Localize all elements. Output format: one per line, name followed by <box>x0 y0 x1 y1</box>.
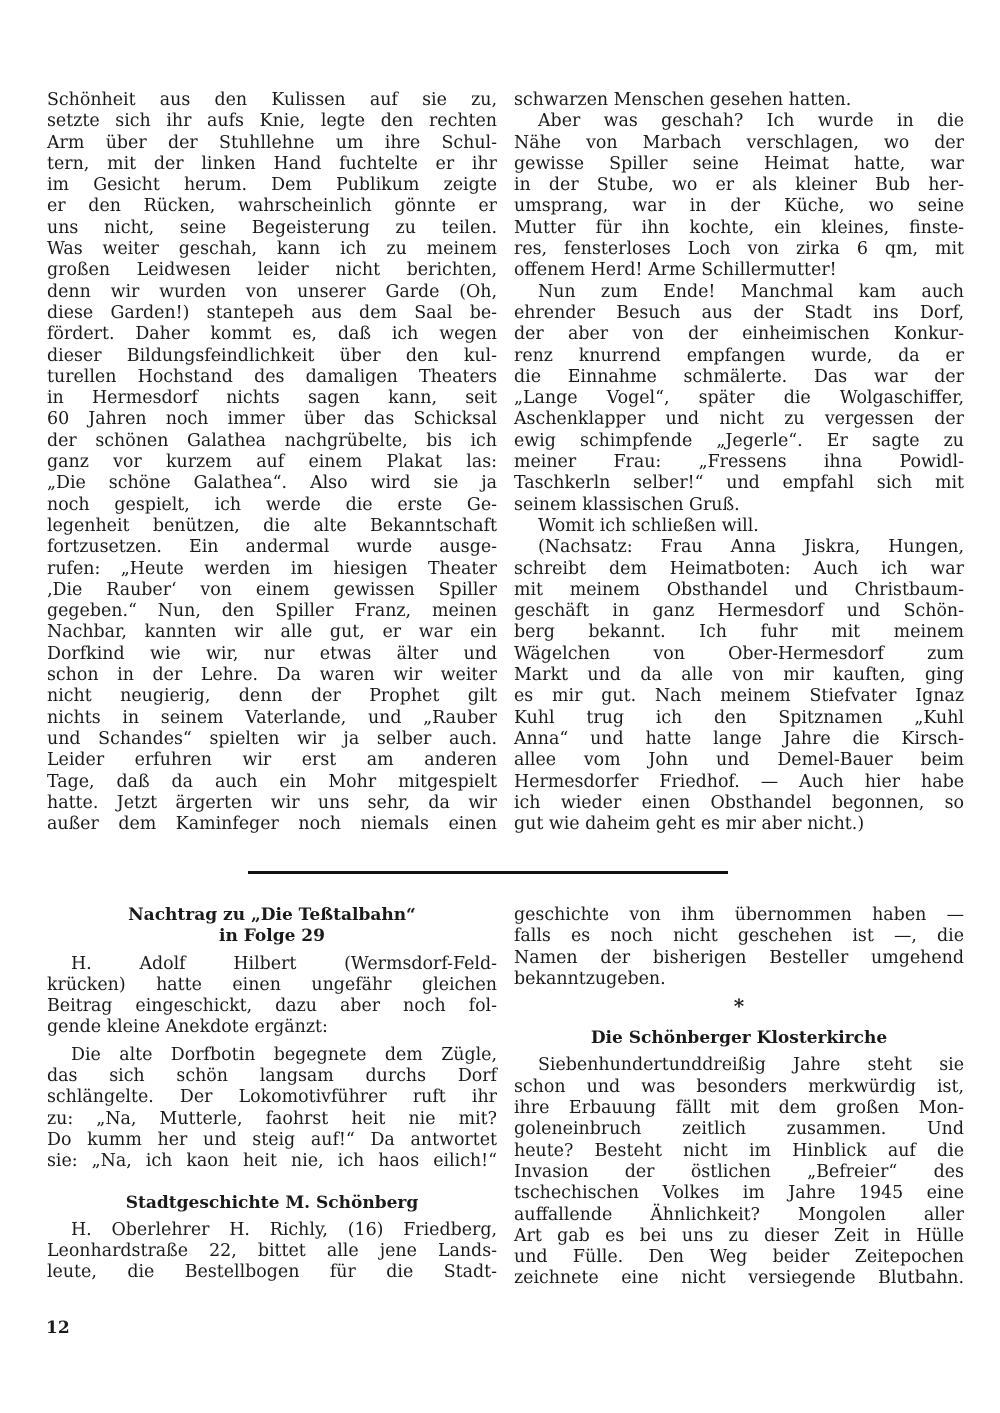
text-line: diese Garden!) stantepeh aus dem Saal be- <box>47 302 497 323</box>
text-line: ehrender Besuch aus der Stadt ins Dorf, <box>514 302 964 323</box>
nachtrag-paragraph-1 <box>47 954 497 1039</box>
text-line: Aber was geschah? Ich wurde in die <box>538 111 964 132</box>
klosterkirche-paragraph <box>514 1055 964 1289</box>
text-line: Aschenklapper und nicht zu vergessen der <box>514 409 964 430</box>
text-line: die Einnahme schmälerte. Das war der <box>514 366 964 387</box>
text-line: renz knurrend empfangen wurde, da er <box>514 345 964 366</box>
text-line: nichts in seinem Vaterlande, und „Rauber <box>47 707 497 728</box>
article-top-left-column <box>47 90 497 835</box>
text-line: gegeben.“ Nun, den Spiller Franz, meinen <box>47 601 497 622</box>
bottom-right-column <box>514 905 964 1290</box>
text-line: uns nicht, seine Begeisterung zu teilen. <box>47 217 497 238</box>
text-line: im Gesicht herum. Dem Publikum zeigte <box>47 175 497 196</box>
text-line: (Nachsatz: Frau Anna Jiskra, Hungen, <box>538 537 964 558</box>
text-line: goleneinbruch zeitlich zusammen. Und <box>514 1119 964 1140</box>
text-line: rufen: „Heute werden im hiesigen Theater <box>47 558 497 579</box>
text-line: Nachbar, kannten wir alle gut, er war ein <box>47 622 497 643</box>
text-line: geschäft in ganz Hermesdorf und Schön- <box>514 601 964 622</box>
text-line: Was weiter geschah, kann ich zu meinem <box>47 239 497 260</box>
text-line: ich wieder einen Obsthandel begonnen, so <box>514 792 964 813</box>
text-line: Dorfkind wie wir, nur etwas älter und <box>47 643 497 664</box>
text-line: außer dem Kaminfeger noch niemals einen <box>47 814 497 835</box>
nachtrag-heading-line1: Nachtrag zu „Die Teßtalbahn“ <box>128 905 416 925</box>
text-line: setzte sich ihr aufs Knie, legte den rechten <box>47 111 497 132</box>
text-line: zeichnete eine nicht versiegende Blutbahn. <box>514 1268 964 1289</box>
text-line: ihre Erbauung fällt mit dem großen Mon- <box>514 1098 964 1119</box>
text-line: seinem klassischen Gruß. <box>514 494 740 515</box>
text-line: gende kleine Anekdote ergänzt: <box>47 1017 328 1038</box>
text-line: dieser Bildungsfeindlichkeit über den kul- <box>47 345 497 366</box>
text-line: fördert. Daher kommt es, daß ich wegen <box>47 324 497 345</box>
text-line: schreibt dem Heimatboten: Auch ich war <box>514 558 964 579</box>
text-line: heute? Besteht nicht im Hinblick auf die <box>514 1140 964 1161</box>
text-line: schlängelte. Der Lokomotivführer ruft ihr <box>47 1087 497 1108</box>
text-line: ganz vor kurzem auf einem Plakat las: <box>47 452 497 473</box>
text-line: Anna“ und hatte lange Jahre die Kirsch- <box>514 728 964 749</box>
text-line: Mutter für ihn kochte, ein kleines, finste- <box>514 217 964 238</box>
text-line: ewig schimpfende „Jegerle“. Er sagte zu <box>514 430 964 451</box>
text-line: hatte. Jetzt ärgerten wir uns sehr, da wir <box>47 792 497 813</box>
text-line: geschichte von ihm übernommen haben — <box>514 905 964 925</box>
text-line: ‚Die Rauber‘ von einem gewissen Spiller <box>47 579 497 600</box>
text-line: Tage, daß da auch ein Mohr mitgespielt <box>47 771 497 792</box>
text-line: H. Adolf Hilbert (Wermsdorf-Feld- <box>71 953 497 974</box>
text-line: denn wir wurden von unserer Garde (Oh, <box>47 281 497 302</box>
text-line: fortzusetzen. Ein andermal wurde ausge- <box>47 537 497 558</box>
text-line: Nun zum Ende! Manchmal kam auch <box>538 281 964 302</box>
text-line: berg bekannt. Ich fuhr mit meinem <box>514 622 964 643</box>
text-line: 60 Jahren noch immer über das Schicksal <box>47 409 497 430</box>
text-line: es mir gut. Nach meinem Stiefvater Ignaz <box>514 686 964 707</box>
text-line: Wägelchen von Ober-Hermesdorf zum <box>514 643 964 664</box>
text-line: Namen der bisherigen Besteller umgehend <box>514 947 964 968</box>
text-line: H. Oberlehrer H. Richly, (16) Friedberg, <box>71 1219 497 1240</box>
text-line: Leider erfuhren wir erst am anderen <box>47 750 497 771</box>
text-line: Invasion der östlichen „Befreier“ des <box>514 1161 964 1182</box>
nachtrag-heading-line2: in Folge 29 <box>219 926 325 947</box>
text-line: nicht neugierig, denn der Prophet gilt <box>47 686 497 707</box>
text-line: Arm über der Stuhllehne um ihre Schul- <box>47 132 497 153</box>
text-line: turellen Hochstand des damaligen Theaters <box>47 366 497 387</box>
section-divider <box>248 871 728 874</box>
text-line: er den Rücken, wahrscheinlich gönnte er <box>47 196 497 217</box>
text-line: auffallende Ähnlichkeit? Mongolen aller <box>514 1204 964 1225</box>
text-line: und Fülle. Den Weg beider Zeitepochen <box>514 1247 964 1268</box>
text-line: schon und was besonders merkwürdig ist, <box>514 1076 964 1097</box>
nachtrag-paragraph-2 <box>47 1045 497 1173</box>
text-line: offenem Herd! Arme Schillermutter! <box>514 260 837 281</box>
text-line: Art gab es bei uns zu dieser Zeit in Hülle <box>514 1225 964 1246</box>
text-line: großen Leidwesen leider nicht berichten, <box>47 260 497 281</box>
text-line: Do kumm her und steig auf!“ Da antwortet <box>47 1129 497 1150</box>
text-line: „Die schöne Galathea“. Also wird sie ja <box>47 473 497 494</box>
text-line: sie: „Na, ich kaon heit nie, ich haos eilich!“ <box>47 1151 497 1172</box>
text-line: tern, mit der linken Hand fuchtelte er ihr <box>47 153 497 174</box>
bottom-left-column <box>47 905 497 1284</box>
text-line: schon in der Lehre. Da waren wir weiter <box>47 665 497 686</box>
article-top-right-column <box>514 90 964 835</box>
text-line: Die alte Dorfbotin begegnete dem Zügle, <box>71 1044 497 1065</box>
text-line: und Schandes“ spielten wir ja selber auch. <box>47 728 497 749</box>
text-line: schwarzen Menschen gesehen hatten. <box>514 90 852 110</box>
text-line: der aber von der einheimischen Konkur- <box>514 324 964 345</box>
text-line: das sich schön langsam durchs Dorf <box>47 1066 497 1087</box>
text-line: Beitrag eingeschickt, dazu aber noch fol- <box>47 996 497 1017</box>
text-line: Siebenhundertunddreißig Jahre steht sie <box>538 1055 964 1076</box>
text-line: „Lange Vogel“, später die Wolgaschiffer, <box>514 388 964 409</box>
text-line: Schönheit aus den Kulissen auf sie zu, <box>47 90 497 110</box>
text-line: Nähe von Marbach verschlagen, wo der <box>514 132 964 153</box>
text-line: bekanntzugeben. <box>514 968 666 989</box>
text-line: allee vom John und Demel-Bauer beim <box>514 750 964 771</box>
text-line: leute, die Bestellbogen für die Stadt- <box>47 1262 497 1283</box>
section-separator-asterisk: * <box>733 994 745 1019</box>
text-line: Hermesdorfer Friedhof. — Auch hier habe <box>514 771 964 792</box>
text-line: Kuhl trug ich den Spitznamen „Kuhl <box>514 707 964 728</box>
text-line: Taschkerln selber!“ und empfahl sich mit <box>514 473 964 494</box>
stadtgeschichte-paragraph-right <box>514 905 964 990</box>
text-line: Womit ich schließen will. <box>538 515 759 536</box>
text-line: der schönen Galathea nachgrübelte, bis ich <box>47 430 497 451</box>
text-line: Markt und da alle von mir kauften, ging <box>514 665 964 686</box>
text-line: legenheit benützen, die alte Bekanntschaft <box>47 515 497 536</box>
page-number: 12 <box>46 1318 70 1338</box>
text-line: umsprang, war in der Küche, wo seine <box>514 196 964 217</box>
text-line: gut wie daheim geht es mir aber nicht.) <box>514 814 865 835</box>
text-line: falls es noch nicht geschehen ist —, die <box>514 926 964 947</box>
text-line: noch gespielt, ich werde die erste Ge- <box>47 494 497 515</box>
text-line: zu: „Na, Mutterle, faohrst heit nie mit? <box>47 1108 497 1129</box>
text-line: gewisse Spiller seine Heimat hatte, war <box>514 153 964 174</box>
text-line: res, fensterloses Loch von zirka 6 qm, mit <box>514 239 964 260</box>
text-line: Leonhardstraße 22, bittet alle jene Lands- <box>47 1241 497 1262</box>
text-line: krücken) hatte einen ungefähr gleichen <box>47 974 497 995</box>
stadtgeschichte-heading: Stadtgeschichte M. Schönberg <box>125 1192 419 1213</box>
text-line: tschechischen Volkes im Jahre 1945 eine <box>514 1183 964 1204</box>
stadtgeschichte-paragraph-left <box>47 1220 497 1284</box>
text-line: mit meinem Obsthandel und Christbaum- <box>514 579 964 600</box>
text-line: meiner Frau: „Fressens ihna Powidl- <box>514 452 964 473</box>
text-line: in Hermesdorf nichts sagen kann, seit <box>47 388 497 409</box>
klosterkirche-heading: Die Schönberger Klosterkirche <box>590 1028 888 1049</box>
text-line: in der Stube, wo er als kleiner Bub her- <box>514 175 964 196</box>
